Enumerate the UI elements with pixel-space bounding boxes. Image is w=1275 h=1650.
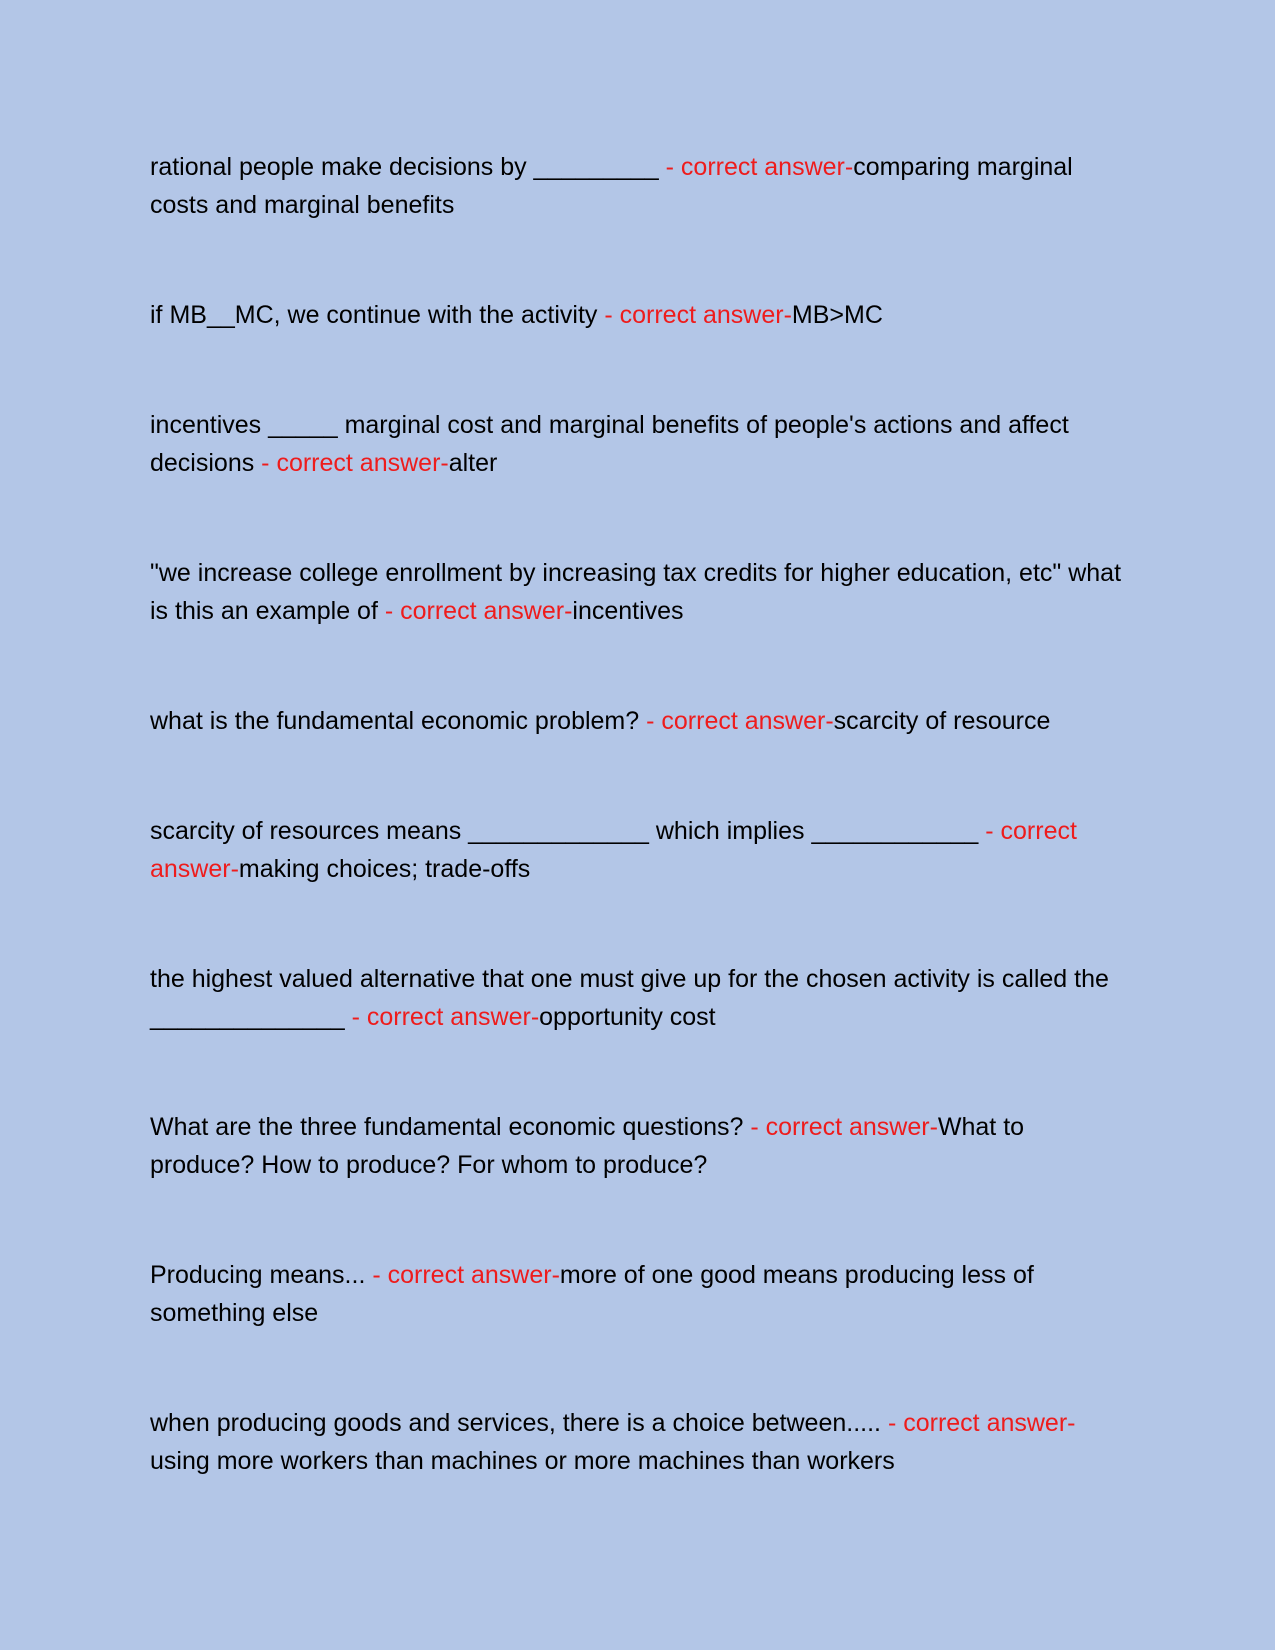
answer-text: more of one good means producing less of something else xyxy=(150,1261,1034,1327)
answer-text: using more workers than machines or more machines than workers xyxy=(150,1447,895,1475)
answer-marker: - correct answer- xyxy=(597,301,792,329)
question-text: rational people make decisions by _________ xyxy=(150,153,659,181)
question-text: the highest valued alternative that one must give up for the chosen activity is called the ______________ xyxy=(150,965,1109,1031)
answer-text: scarcity of resource xyxy=(833,707,1051,735)
qa-item-6 xyxy=(150,812,1135,888)
answer-marker: - correct answer- xyxy=(658,153,854,181)
answer-text: incentives xyxy=(572,597,684,625)
answer-text: What to produce? How to produce? For whom to produce? xyxy=(150,1113,1025,1179)
answer-marker: - correct answer- xyxy=(344,1003,540,1031)
answer-marker: - correct answer- xyxy=(365,1261,560,1289)
qa-item-10 xyxy=(150,1404,1135,1480)
answer-text: comparing marginal costs and marginal benefits xyxy=(150,153,1073,219)
question-text: when producing goods and services, there is a choice between..... xyxy=(150,1409,881,1437)
question-text: incentives _____ marginal cost and marginal benefits of people's actions and affect decisions xyxy=(150,411,1069,477)
question-text: "we increase college enrollment by increasing tax credits for higher education, etc" what is this an example of xyxy=(150,559,1122,625)
answer-text: alter xyxy=(448,449,498,477)
answer-text: making choices; trade-offs xyxy=(238,855,531,883)
answer-text: MB>MC xyxy=(791,301,883,329)
answer-marker: - correct answer- xyxy=(639,707,834,735)
qa-item-4 xyxy=(150,554,1135,630)
qa-item-9 xyxy=(150,1256,1135,1332)
question-text: if MB__MC, we continue with the activity xyxy=(150,301,598,329)
qa-item-5 xyxy=(150,702,1135,740)
qa-item-3 xyxy=(150,406,1135,482)
question-text: What are the three fundamental economic questions? xyxy=(150,1113,744,1141)
qa-item-8 xyxy=(150,1108,1135,1184)
qa-item-2 xyxy=(150,296,1135,334)
answer-marker: - correct answer- xyxy=(150,817,1077,883)
qa-item-1 xyxy=(150,148,1135,224)
answer-marker: - correct answer- xyxy=(377,597,573,625)
question-text: what is the fundamental economic problem? xyxy=(150,707,640,735)
qa-item-7 xyxy=(150,960,1135,1036)
answer-marker: - correct answer- xyxy=(254,449,449,477)
answer-marker: - correct answer- xyxy=(743,1113,938,1141)
answer-marker: - correct answer- xyxy=(881,1409,1076,1437)
question-text: Producing means... xyxy=(150,1261,366,1289)
answer-text: opportunity cost xyxy=(539,1003,716,1031)
question-text: scarcity of resources means _____________ which implies ____________ xyxy=(150,817,979,845)
